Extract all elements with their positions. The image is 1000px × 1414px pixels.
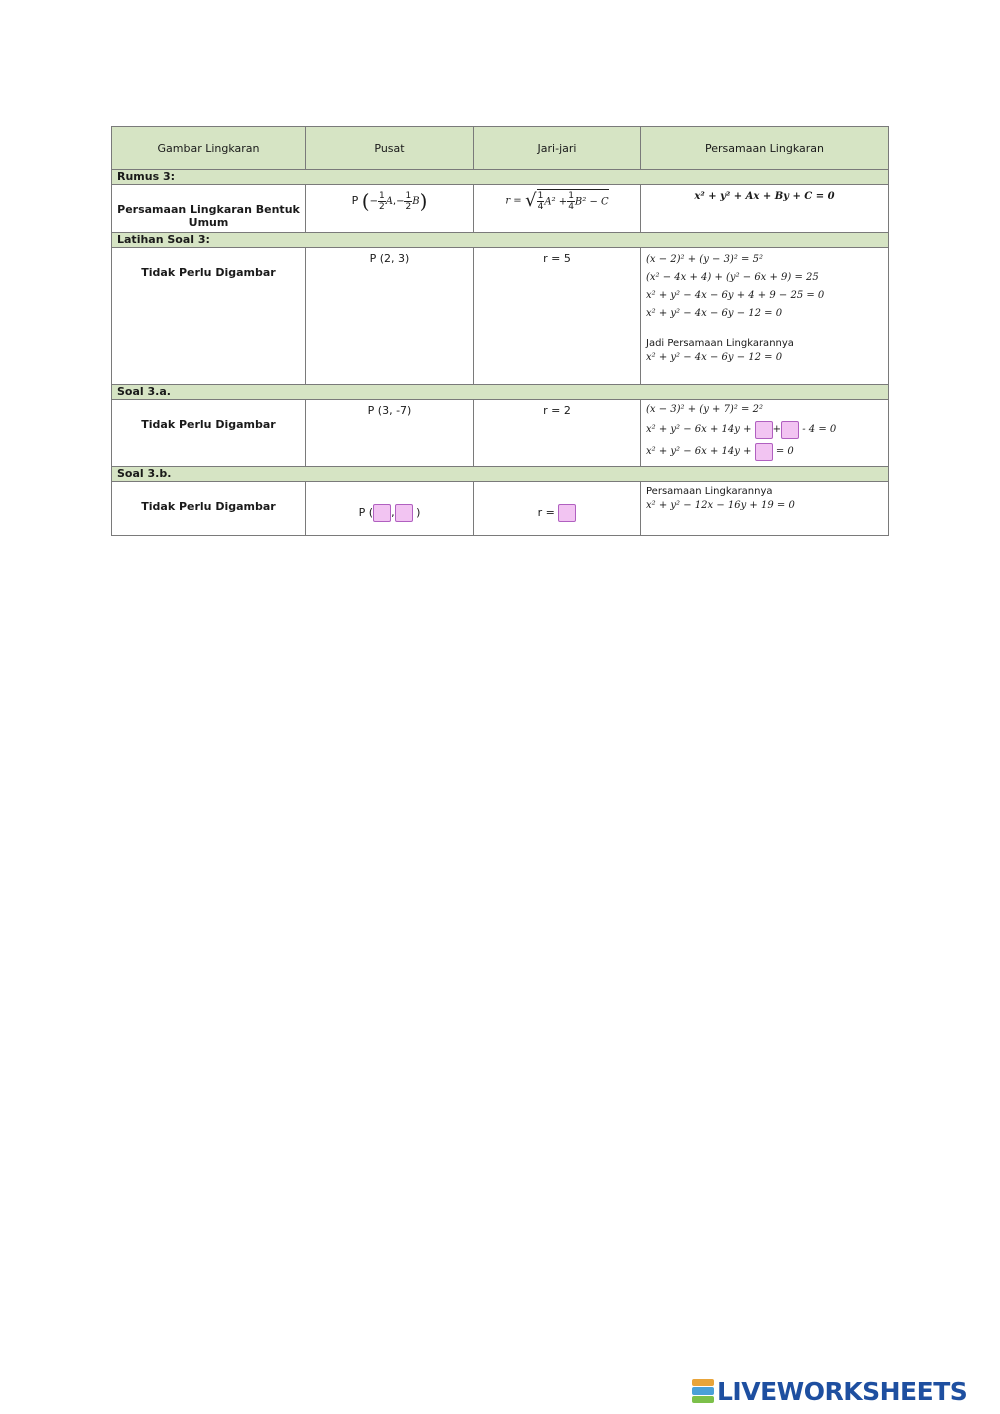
step-line: x² + y² − 6x + 14y + + - 4 = 0 [646,419,883,441]
step-line: x² + y² − 4x − 6y + 4 + 9 − 25 = 0 [646,290,825,301]
header-persamaan: Persamaan Lingkaran [641,127,889,170]
soal-b-center: P ( , ) [306,482,474,536]
fraction-half: $\frac{1}{2}$ [405,190,412,212]
latihan-center: P (2, 3) [306,248,474,385]
section-soal-a [112,385,889,400]
header-gambar: Gambar Lingkaran [112,127,306,170]
soal-b-radius: r = [474,482,641,536]
section-title: Soal 3.b. [112,467,889,482]
answer-box-center-x[interactable] [373,504,391,522]
rumus-name: Persamaan Lingkaran Bentuk Umum [112,185,306,233]
step-line: (x − 3)² + (y + 7)² = 2² [646,404,763,415]
equation-label: Persamaan Lingkarannya [646,486,773,497]
conclusion-label: Jadi Persamaan Lingkarannya [646,338,794,349]
soal-a-steps [641,400,889,467]
rumus-equation: x² + y² + Ax + By + C = 0 [641,185,889,233]
latihan-radius: r = 5 [474,248,641,385]
center-b: B [412,196,420,207]
center-a: A [385,196,393,207]
paren-close: ) [419,189,428,213]
soal-a-center: P (3, -7) [306,400,474,467]
soal-b-picture: Tidak Perlu Digambar [112,482,306,536]
answer-box-3[interactable] [755,443,773,461]
worksheet-table [111,126,889,536]
header-pusat: Pusat [306,127,474,170]
rumus-center: P (− $\frac{1}{2}$ A,− $\frac{1}{2}$ B) [306,185,474,233]
answer-box-center-y[interactable] [395,504,413,522]
step-line: (x − 2)² + (y − 3)² = 5² [646,254,763,265]
soal-a-radius: r = 2 [474,400,641,467]
soal-a-row [112,400,889,467]
liveworksheets-logo [692,1377,967,1405]
radius-lhs: r = [505,195,522,207]
logo-text: LIVEWORKSHEETS [717,1376,968,1406]
conclusion-equation: x² + y² − 4x − 6y − 12 = 0 [646,352,783,363]
header-jari-jari: Jari-jari [474,127,641,170]
soal-a-picture: Tidak Perlu Digambar [112,400,306,467]
fraction-half: $\frac{1}{2}$ [378,190,385,212]
latihan-row [112,248,889,385]
section-latihan [112,233,889,248]
sqrt-body: $\frac{1}{4}$ A² + $\frac{1}{4}$ B² − C [537,191,609,212]
step-line: x² + y² − 4x − 6y − 12 = 0 [646,308,783,319]
rumus-row [112,185,889,233]
step-line: x² + y² − 6x + 14y + = 0 [646,441,883,463]
section-soal-b [112,467,889,482]
header-row [112,127,889,170]
rumus-radius [474,185,641,233]
latihan-picture: Tidak Perlu Digambar [112,248,306,385]
latihan-steps [641,248,889,385]
answer-box-2[interactable] [781,421,799,439]
soal-b-row [112,482,889,536]
section-title: Rumus 3: [112,170,889,185]
section-rumus [112,170,889,185]
logo-mark-icon [692,1379,714,1403]
paren-open: ( [361,189,370,213]
center-prefix: P [351,194,359,207]
answer-box-1[interactable] [755,421,773,439]
answer-box-radius[interactable] [558,504,576,522]
soal-b-equation [641,482,889,536]
section-title: Soal 3.a. [112,385,889,400]
step-line: (x² − 4x + 4) + (y² − 6x + 9) = 25 [646,272,819,283]
section-title: Latihan Soal 3: [112,233,889,248]
equation: x² + y² − 12x − 16y + 19 = 0 [646,500,795,511]
sqrt-icon: √ [525,190,537,211]
